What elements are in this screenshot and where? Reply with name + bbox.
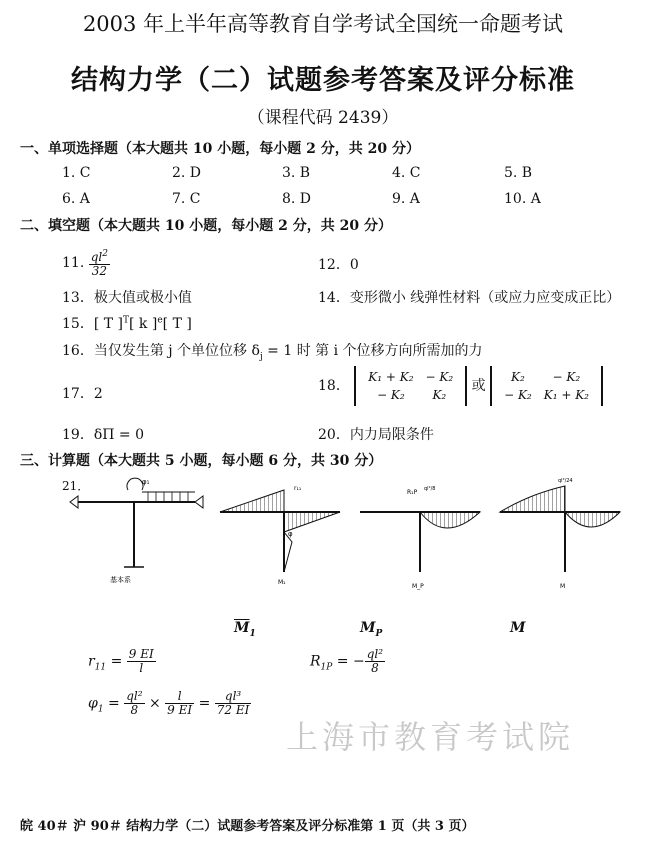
phi-f3-num: ql³ <box>215 690 252 704</box>
r1p-sub: 1P <box>320 662 333 673</box>
r1p-eq: = − <box>332 653 365 670</box>
mc-answer-2: 2. D <box>172 165 202 181</box>
r11-sub: 11 <box>94 662 107 673</box>
mc-answer-10: 10. A <box>504 191 541 207</box>
q15-k: [ k ] <box>129 316 158 332</box>
caption-mp-sub: P <box>375 628 383 639</box>
q15 <box>62 313 192 333</box>
caption-mp-letter: M <box>360 620 376 636</box>
fig-label-rip: R₁P <box>407 489 418 496</box>
phi-f2-den: 9 EI <box>167 703 193 717</box>
caption-m1-sub: 1 <box>249 628 256 639</box>
q18-or: 或 <box>471 378 486 394</box>
q18-m1-cell-0-1: − K₂ <box>425 370 454 384</box>
r1p-den: 8 <box>371 661 379 675</box>
r11-den: l <box>139 661 144 675</box>
q16-rest: = 1 时 第 i 个位移方向所需加的力 <box>262 343 483 359</box>
structure-diagrams <box>60 472 630 612</box>
r11-frac <box>127 648 156 675</box>
fig-label-phi: φ <box>288 530 293 538</box>
fig-label-mp-small: M_P <box>412 583 424 590</box>
phi-eq: = <box>103 695 125 712</box>
phi-lhs: φ <box>88 695 98 712</box>
caption-m: M <box>510 620 526 636</box>
phi-f1-num: ql² <box>126 689 143 703</box>
fig-label-phi1: φ₁ <box>142 478 150 486</box>
mc-answer-5: 5. B <box>504 165 533 181</box>
r1p-frac <box>365 648 385 675</box>
phi-times: × <box>144 695 166 712</box>
fig-label-rn: r₁₁ <box>294 485 302 492</box>
phi-eq2: = <box>194 695 215 712</box>
q12: 12．0 <box>318 257 359 273</box>
q11-num: 11. <box>62 255 85 271</box>
q15-sup1: T <box>123 315 130 326</box>
q16 <box>62 340 483 362</box>
q18-m2-cell-0-1: − K₂ <box>552 370 581 384</box>
q18-matrix1 <box>354 366 467 406</box>
q11-frac-den: 32 <box>91 264 107 278</box>
course-code: （课程代码 2439） <box>247 108 399 128</box>
fig-label-ql2-24: ql²/24 <box>558 478 573 484</box>
phi-f2-num: l <box>165 690 194 704</box>
r11-num: 9 EI <box>128 647 154 661</box>
phi-f1-den: 8 <box>130 703 139 717</box>
q18-m1-cell-0-0: K₁ + K₂ <box>368 370 414 384</box>
q18-matrix2 <box>490 366 603 406</box>
caption-m1 <box>234 620 256 639</box>
r1p-num: ql² <box>366 647 384 661</box>
mc-answer-6: 6. A <box>62 191 90 207</box>
mc-answer-1: 1. C <box>62 165 91 181</box>
page-title: 结构力学（二）试题参考答案及评分标准 <box>71 65 575 96</box>
mp-diagram-figure <box>360 486 480 590</box>
mc-answer-7: 7. C <box>172 191 201 207</box>
q19: 19．δΠ = 0 <box>62 427 144 443</box>
q16-text: 16．当仅发生第 j 个单位位移 δ <box>62 343 260 359</box>
phi-sub: 1 <box>97 704 104 715</box>
q17: 17．2 <box>62 386 103 402</box>
q18-m2-cell-0-0: K₂ <box>511 370 525 384</box>
r11-lhs: r <box>88 653 95 670</box>
q15-t1: [ T ] <box>93 316 123 332</box>
q18-m1-cell-1-0: − K₂ <box>377 388 405 402</box>
r11-eq: = <box>106 653 127 670</box>
q16-sub: j <box>259 351 263 362</box>
q21-num: 21． <box>62 479 90 493</box>
q15-t2: [ T ] <box>162 316 192 332</box>
mc-answer-8: 8. D <box>282 191 312 207</box>
mc-answer-4: 4. C <box>392 165 421 181</box>
caption-m1-letter: $\overline{M}$ <box>234 620 250 636</box>
phi-frac3 <box>215 690 252 717</box>
phi-f3-den: 72 EI <box>216 703 250 717</box>
q18-m2-cell-1-1: K₁ + K₂ <box>543 388 589 402</box>
q18-num: 18． <box>318 378 350 394</box>
formula-r11 <box>88 648 156 675</box>
section2-heading: 二、填空题（本大题共 10 小题，每小题 2 分，共 20 分） <box>20 218 392 234</box>
fig-label-basic: 基本系 <box>110 576 131 584</box>
fig-label-m1-small: M₁ <box>278 579 286 586</box>
q11-frac-sup: 2 <box>102 249 108 259</box>
q14: 14．变形微小 线弹性材料（或应力应变成正比） <box>318 290 621 306</box>
q11-frac-num: ql <box>90 250 103 264</box>
m-diagram-figure <box>500 478 620 590</box>
phi-frac2 <box>165 690 194 717</box>
q11-fraction <box>89 248 110 278</box>
exam-header: 2003 年上半年高等教育自学考试全国统一命题考试 <box>82 12 564 36</box>
fig-label-m-small: M <box>560 583 566 590</box>
q13: 13．极大值或极小值 <box>62 290 192 306</box>
q18 <box>318 366 603 406</box>
q20: 20．内力局限条件 <box>318 427 434 443</box>
exam-authority-stamp: 上海市教育考试院 <box>286 718 575 756</box>
section1-heading: 一、单项选择题（本大题共 10 小题，每小题 2 分，共 20 分） <box>20 141 420 157</box>
r1p-lhs: R <box>310 653 321 670</box>
mc-answer-9: 9. A <box>392 191 420 207</box>
m1-diagram-figure <box>220 485 340 586</box>
basic-system-figure <box>70 478 203 584</box>
caption-mp <box>360 620 382 639</box>
q15-num: 15． <box>62 316 94 332</box>
q18-m2-cell-1-0: − K₂ <box>504 388 532 402</box>
phi-frac1 <box>124 690 144 717</box>
page-footer: 皖 40＃ 沪 90＃ 结构力学（二）试题参考答案及评分标准第 1 页（共 3 页） <box>20 819 475 834</box>
q15-sup2: e <box>157 315 163 326</box>
fig-label-ql2-8: ql²/8 <box>424 486 436 492</box>
formula-phi1 <box>88 690 251 717</box>
q11 <box>62 248 110 278</box>
q18-m1-cell-1-1: K₂ <box>432 388 447 402</box>
section3-heading: 三、计算题（本大题共 5 小题，每小题 6 分，共 30 分） <box>20 453 383 469</box>
formula-r1p <box>310 648 385 675</box>
mc-answer-3: 3. B <box>282 165 311 181</box>
